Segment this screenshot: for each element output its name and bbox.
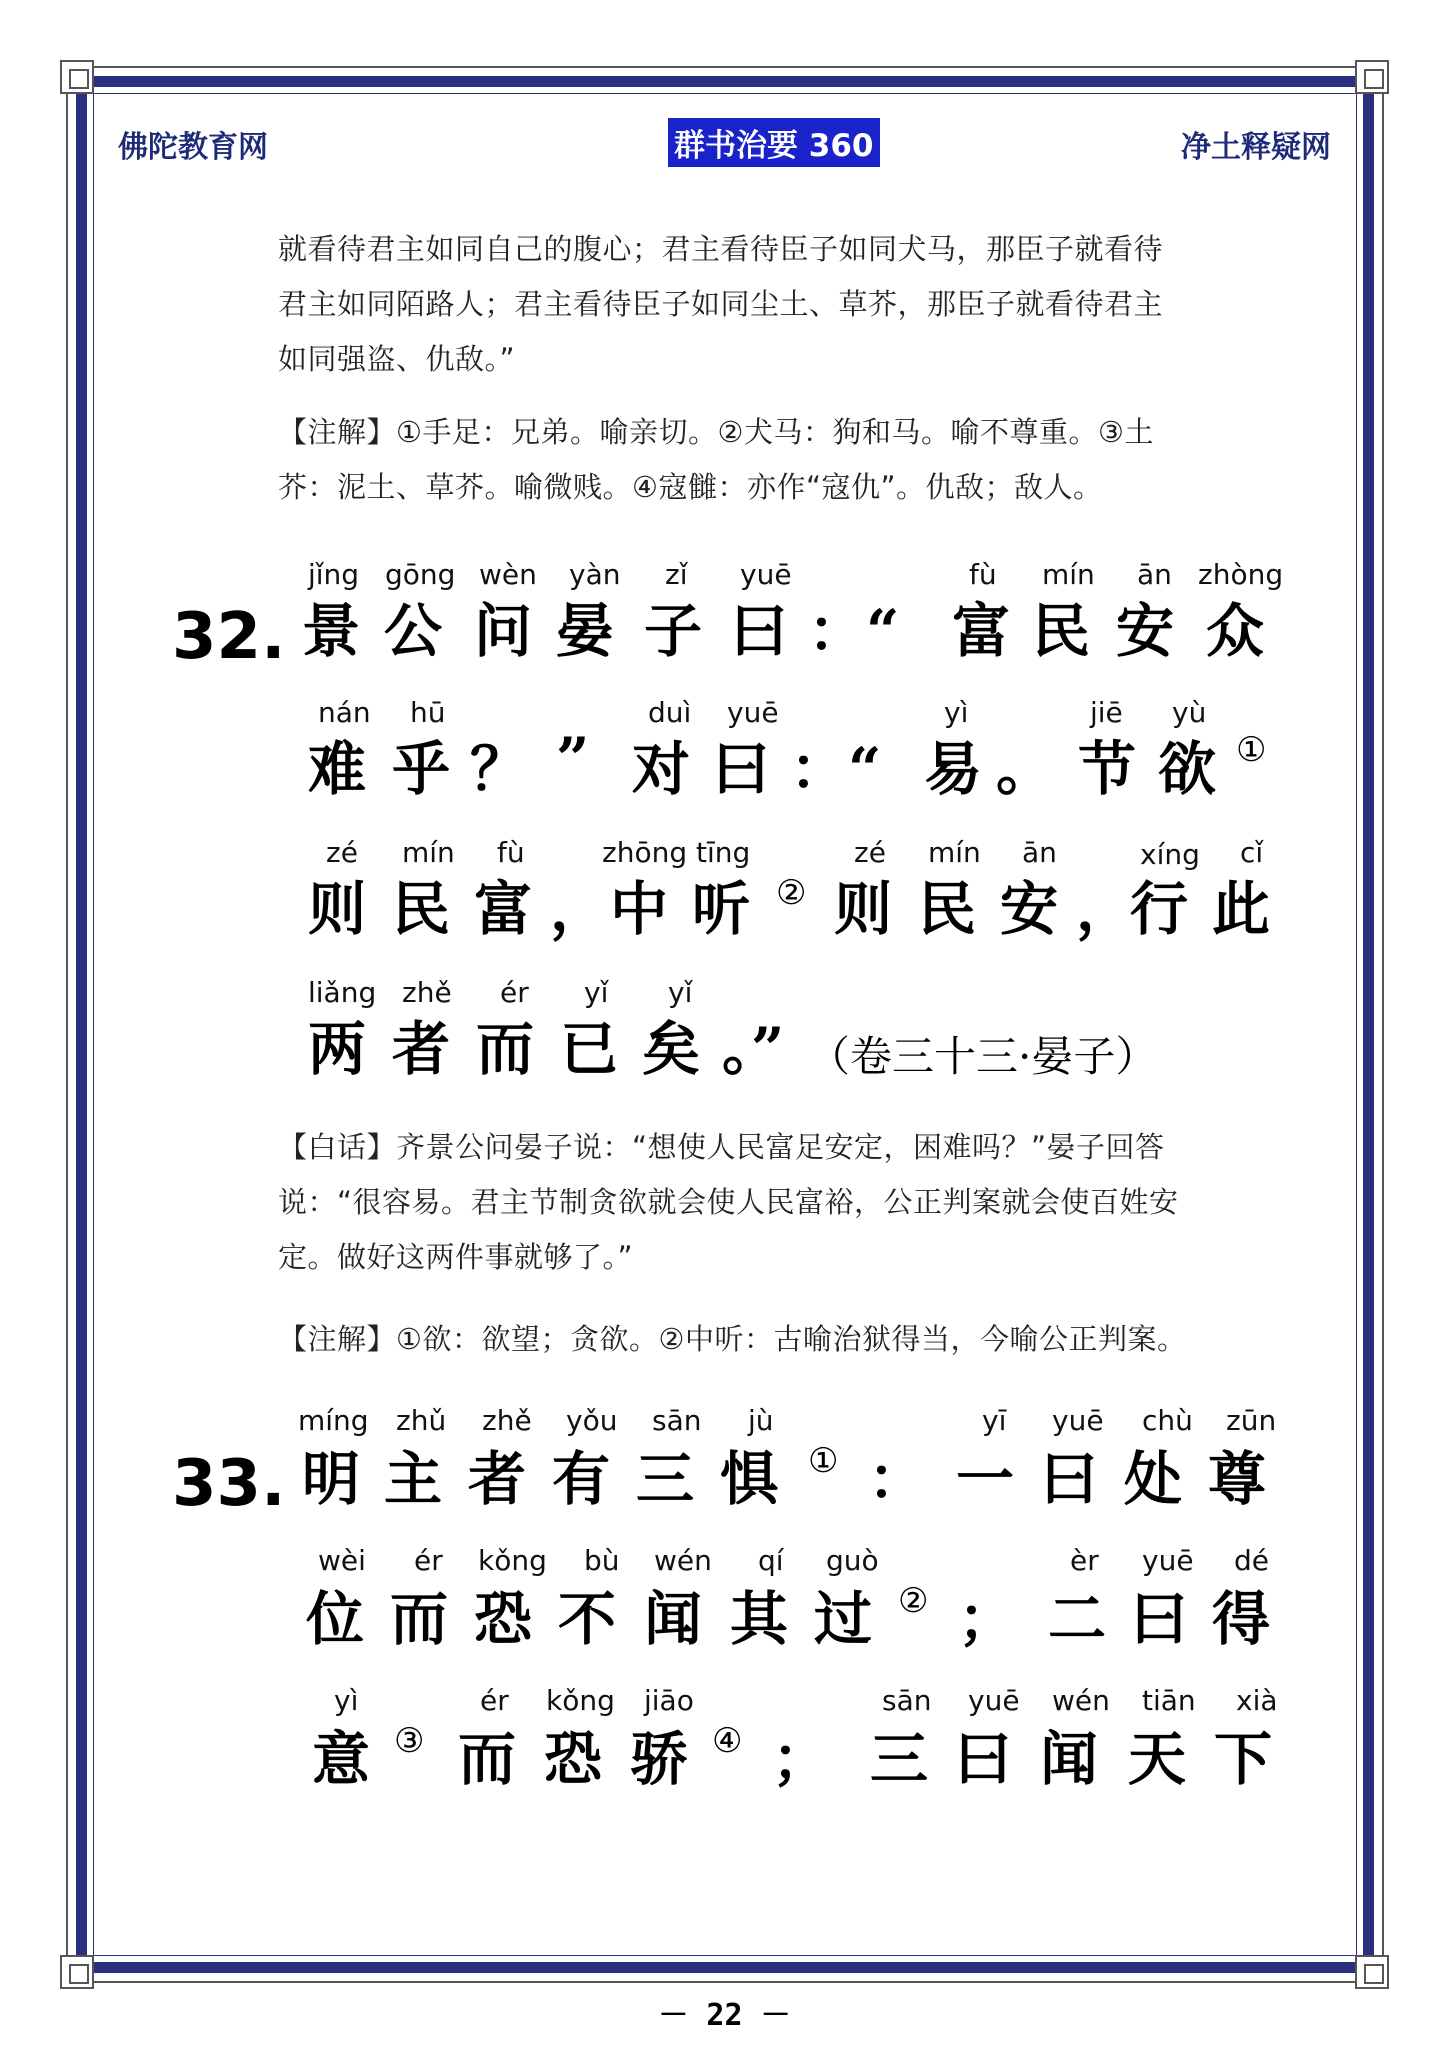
pinyin: nán (318, 696, 371, 729)
hanzi: 矣 (642, 1015, 701, 1083)
hanzi: 过 (814, 1585, 873, 1653)
pinyin: sān (652, 1404, 702, 1437)
pinyin: wén (1052, 1684, 1110, 1717)
pinyin: yǐ (584, 976, 609, 1009)
hanzi: 众 (1206, 597, 1265, 665)
pinyin: yǐ (668, 976, 693, 1009)
punctuation: ； (772, 1725, 831, 1793)
pinyin: yì (334, 1684, 359, 1717)
pinyin: cǐ (1240, 836, 1264, 869)
pinyin: yù (1172, 696, 1207, 729)
corner-ornament-bottom-right (1355, 1955, 1389, 1989)
hanzi: 富 (952, 597, 1011, 665)
pinyin: dé (1234, 1544, 1269, 1577)
translation-line: 定。做好这两件事就够了。” (278, 1240, 634, 1274)
hanzi: 安 (1116, 597, 1175, 665)
punctuation: ； (958, 1585, 1017, 1653)
hanzi: 节 (1078, 735, 1137, 803)
hanzi: 易 (924, 735, 983, 803)
pinyin: ān (1022, 836, 1057, 869)
pinyin: mín (402, 836, 455, 869)
hanzi: 曰 (1130, 1585, 1189, 1653)
punctuation: 。 (996, 735, 1055, 803)
intro-line: 君主如同陌路人；君主看待臣子如同尘土、草芥，那臣子就看待君主 (278, 287, 1164, 321)
hanzi: 中 (610, 875, 669, 943)
pinyin: ér (480, 1684, 509, 1717)
pinyin: wèi (318, 1544, 366, 1577)
section-32-number: 32. (172, 600, 286, 674)
header-site-right[interactable]: 净土释疑网 (1181, 130, 1331, 165)
hanzi: 晏 (556, 597, 615, 665)
hanzi: 闻 (644, 1585, 703, 1653)
corner-ornament-top-right (1355, 60, 1389, 94)
hanzi: 处 (1124, 1445, 1183, 1513)
header-site-left[interactable]: 佛陀教育网 (118, 130, 268, 165)
translation-line: 说：“很容易。君主节制贪欲就会使人民富裕，公正判案就会使百姓安 (278, 1185, 1179, 1219)
hanzi: 而 (476, 1015, 535, 1083)
intro-line: 就看待君主如同自己的腹心；君主看待臣子如同犬马，那臣子就看待 (278, 232, 1164, 266)
hanzi: 两 (308, 1015, 367, 1083)
hanzi: 得 (1212, 1585, 1271, 1653)
intro-line: 如同强盗、仇敌。” (278, 342, 516, 376)
page-number: － 22 － (658, 1998, 791, 2033)
hanzi: 曰 (954, 1725, 1013, 1793)
pinyin: yuē (1142, 1544, 1194, 1577)
pinyin: jǐng (308, 558, 360, 591)
hanzi: 难 (308, 735, 367, 803)
hanzi: 二 (1048, 1585, 1107, 1653)
punctuation: 。” (722, 1015, 785, 1083)
hanzi: 民 (1032, 597, 1091, 665)
footnote-marker: ① (808, 1441, 839, 1481)
hanzi: 意 (312, 1725, 371, 1793)
pinyin: guò (826, 1544, 879, 1577)
pinyin: míng (298, 1404, 369, 1437)
hanzi: 此 (1212, 875, 1271, 943)
hanzi: 恐 (544, 1725, 603, 1793)
pinyin: fù (969, 558, 997, 591)
hanzi: 者 (392, 1015, 451, 1083)
annotation-line: 【注解】①手足：兄弟。喻亲切。②犬马：狗和马。喻不尊重。③土 (278, 415, 1154, 449)
hanzi: 明 (302, 1445, 361, 1513)
annotation-line: 【注解】①欲：欲望；贪欲。②中听：古喻治狱得当，今喻公正判案。 (278, 1322, 1187, 1356)
pinyin: zūn (1226, 1404, 1277, 1437)
hanzi: 对 (632, 735, 691, 803)
pinyin: yǒu (566, 1404, 618, 1437)
pinyin: mín (1042, 558, 1095, 591)
hanzi: 者 (468, 1445, 527, 1513)
punctuation: ：“ (790, 735, 882, 803)
pinyin: hū (410, 696, 446, 729)
hanzi: 乎 (392, 735, 451, 803)
pinyin: xià (1236, 1684, 1278, 1717)
pinyin: fù (497, 836, 525, 869)
pinyin: wén (654, 1544, 712, 1577)
pinyin: zǐ (665, 558, 688, 591)
hanzi: 而 (390, 1585, 449, 1653)
pinyin: zhòng (1198, 558, 1284, 591)
pinyin: yuē (968, 1684, 1020, 1717)
punctuation: ” (556, 725, 590, 793)
punctuation: ， (550, 875, 609, 943)
hanzi: 有 (552, 1445, 611, 1513)
hanzi: 曰 (712, 735, 771, 803)
source-citation: （卷三十三·晏子） (808, 1032, 1158, 1081)
pinyin: yī (982, 1404, 1007, 1437)
pinyin: xíng (1140, 838, 1200, 871)
pinyin: kǒng (478, 1544, 547, 1577)
pinyin: zhě (402, 976, 452, 1009)
hanzi: 欲 (1158, 735, 1217, 803)
corner-ornament-top-left (60, 60, 94, 94)
previous-annotation (278, 405, 1308, 515)
pinyin: mín (928, 836, 981, 869)
hanzi: 则 (308, 875, 367, 943)
footnote-marker: ① (1236, 730, 1267, 770)
vernacular-translation (278, 1120, 1318, 1285)
hanzi: 子 (644, 597, 703, 665)
hanzi: 恐 (474, 1585, 533, 1653)
footnote-marker: ④ (712, 1721, 743, 1761)
footnote-marker: ② (776, 873, 807, 913)
punctuation: ？ (470, 735, 529, 803)
hanzi: 三 (870, 1725, 929, 1793)
hanzi: 不 (558, 1585, 617, 1653)
pinyin: liǎng (308, 976, 377, 1009)
pinyin: yàn (569, 558, 621, 591)
hanzi: 一 (956, 1445, 1015, 1513)
hanzi: 民 (918, 875, 977, 943)
hanzi: 则 (834, 875, 893, 943)
hanzi: 下 (1214, 1725, 1273, 1793)
pinyin: zhōng tīng (602, 836, 751, 869)
section-33-number: 33. (172, 1447, 286, 1521)
corner-ornament-bottom-left (60, 1955, 94, 1989)
pinyin: wèn (479, 558, 537, 591)
annotation-line: 芥：泥土、草芥。喻微贱。④寇雠：亦作“寇仇”。仇敌；敌人。 (278, 470, 1103, 504)
hanzi: 尊 (1208, 1445, 1267, 1513)
pinyin: yuē (1052, 1404, 1104, 1437)
hanzi: 富 (474, 875, 533, 943)
pinyin: jiāo (644, 1684, 694, 1717)
section-32-annotation (278, 1312, 1308, 1367)
hanzi: 听 (692, 875, 751, 943)
punctuation: ：“ (808, 597, 900, 665)
pinyin: ér (414, 1544, 443, 1577)
hanzi: 民 (392, 875, 451, 943)
footnote-marker: ② (898, 1581, 929, 1621)
header-book-title: 群书治要 360 (668, 118, 880, 167)
punctuation: ： (868, 1445, 927, 1513)
punctuation: ， (1076, 875, 1135, 943)
pinyin: gōng (385, 558, 456, 591)
pinyin: bù (584, 1544, 620, 1577)
hanzi: 闻 (1040, 1725, 1099, 1793)
pinyin: zé (326, 836, 358, 869)
hanzi: 行 (1130, 875, 1189, 943)
hanzi: 天 (1128, 1725, 1187, 1793)
pinyin: ān (1137, 558, 1172, 591)
hanzi: 位 (306, 1585, 365, 1653)
pinyin: kǒng (546, 1684, 615, 1717)
hanzi: 曰 (730, 597, 789, 665)
hanzi: 惧 (720, 1445, 779, 1513)
pinyin: yì (944, 696, 969, 729)
pinyin: zhě (482, 1404, 532, 1437)
pinyin: èr (1070, 1544, 1099, 1577)
pinyin: qí (758, 1544, 784, 1577)
pinyin: zé (854, 836, 886, 869)
hanzi: 其 (730, 1585, 789, 1653)
pinyin: sān (882, 1684, 932, 1717)
hanzi: 问 (474, 597, 533, 665)
pinyin: chù (1142, 1404, 1193, 1437)
hanzi: 而 (458, 1725, 517, 1793)
pinyin: yuē (727, 696, 779, 729)
hanzi: 曰 (1040, 1445, 1099, 1513)
hanzi: 主 (384, 1445, 443, 1513)
footnote-marker: ③ (394, 1721, 425, 1761)
hanzi: 已 (560, 1015, 619, 1083)
hanzi: 三 (636, 1445, 695, 1513)
hanzi: 景 (302, 597, 361, 665)
intro-paragraph (278, 222, 1298, 387)
pinyin: yuē (740, 558, 792, 591)
pinyin: jiē (1090, 696, 1123, 729)
pinyin: zhǔ (396, 1404, 447, 1437)
pinyin: duì (648, 696, 692, 729)
hanzi: 公 (384, 597, 443, 665)
pinyin: jù (748, 1404, 774, 1437)
pinyin: tiān (1142, 1684, 1196, 1717)
translation-line: 【白话】齐景公问晏子说：“想使人民富足安定，困难吗？”晏子回答 (278, 1130, 1165, 1164)
hanzi: 骄 (630, 1725, 689, 1793)
hanzi: 安 (1000, 875, 1059, 943)
pinyin: ér (500, 976, 529, 1009)
